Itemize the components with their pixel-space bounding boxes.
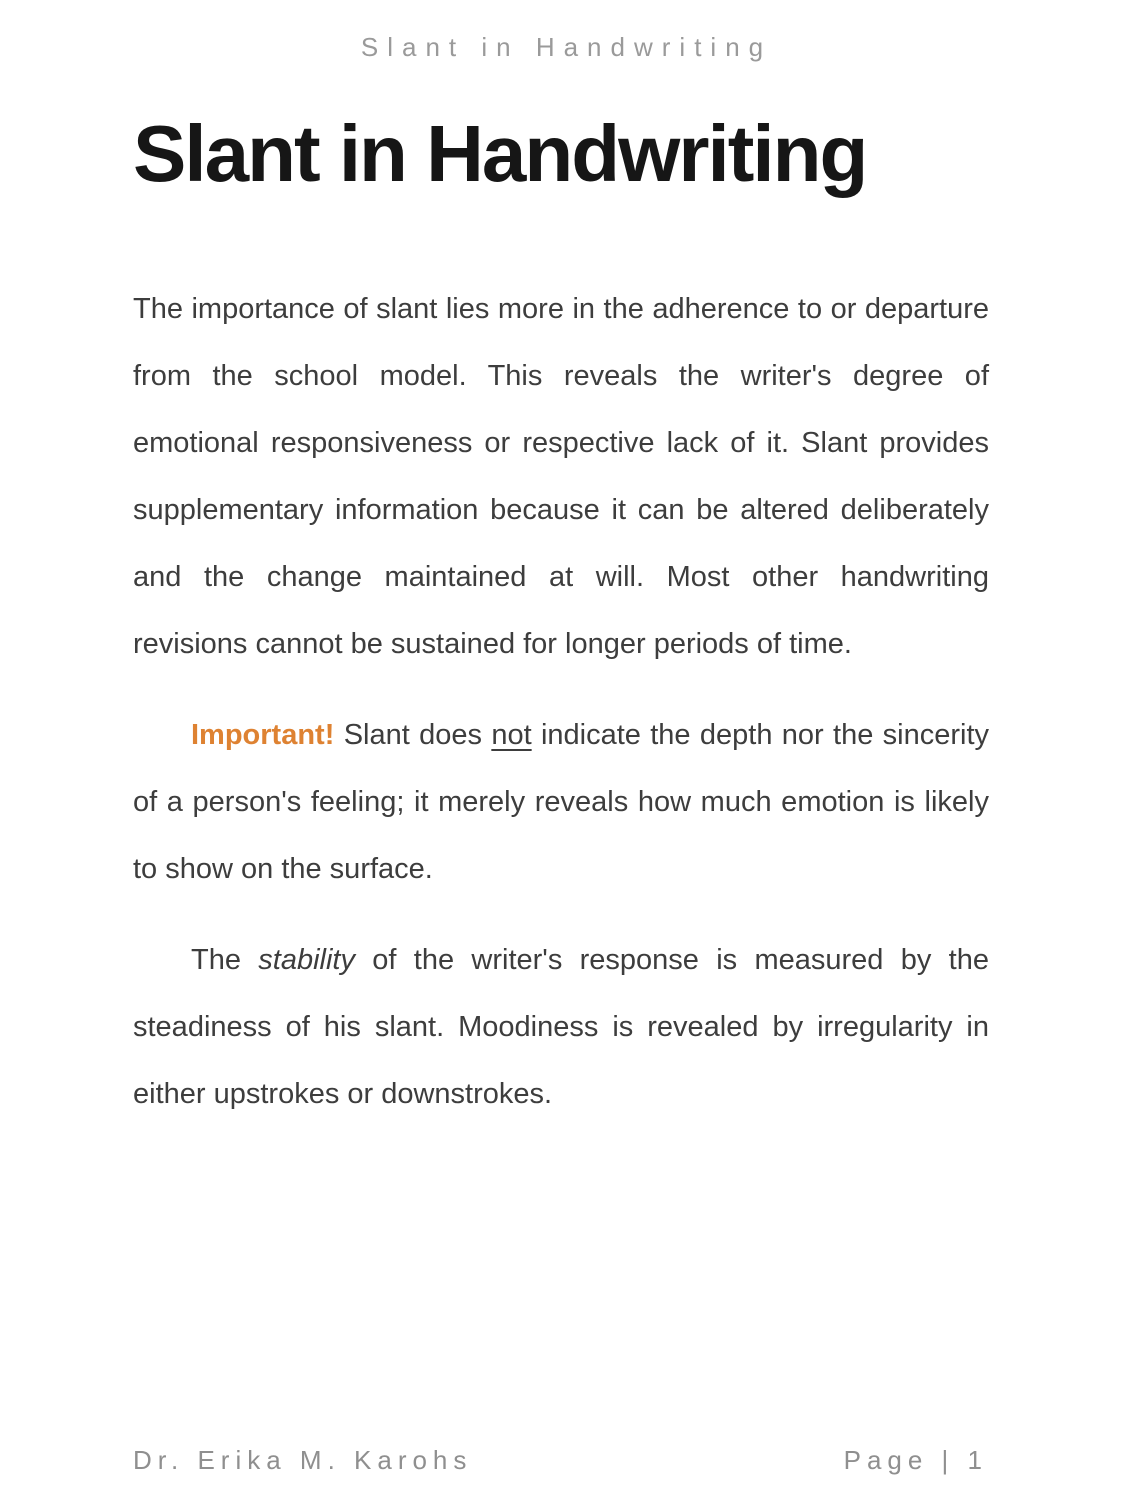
footer-author: Dr. Erika M. Karohs — [133, 1445, 473, 1475]
paragraph-importance: The importance of slant lies more in the adherence to or departure from the school model. This reveals the writer's degree of emotional responsiveness or respective lack of it. Slant provides supplementary information because it can be altered deliberately and the change maintained at will. Most other handwriting revisions cannot be sustained for longer periods of time. — [133, 293, 989, 660]
italic-word-stability: stability — [258, 944, 355, 976]
body-text — [133, 276, 989, 1128]
page-content — [133, 109, 989, 1152]
footer-page-number: Page | 1 — [843, 1445, 988, 1475]
paragraph-stability — [133, 927, 989, 1128]
page-title: Slant in Handwriting — [133, 109, 867, 198]
paragraph-important-seg1: Slant does — [334, 719, 492, 751]
paragraph-stability-seg1: The — [191, 944, 259, 976]
running-header: Slant in Handwriting — [360, 32, 773, 62]
paragraph-important-seg2: indicate the depth nor the sincerity of a person's feeling; it merely reveals how much emotion is likely to show on the surface. — [133, 719, 989, 885]
paragraph-important-note — [133, 702, 989, 903]
paragraph-stability-seg2: of the writer's response is measured by the steadiness of his slant. Moodiness is revealed by irregularity in either upstrokes or downstrokes. — [133, 944, 989, 1110]
underlined-word-not: not — [491, 719, 532, 751]
important-label: Important! — [191, 719, 335, 751]
page-footer — [133, 1447, 988, 1473]
